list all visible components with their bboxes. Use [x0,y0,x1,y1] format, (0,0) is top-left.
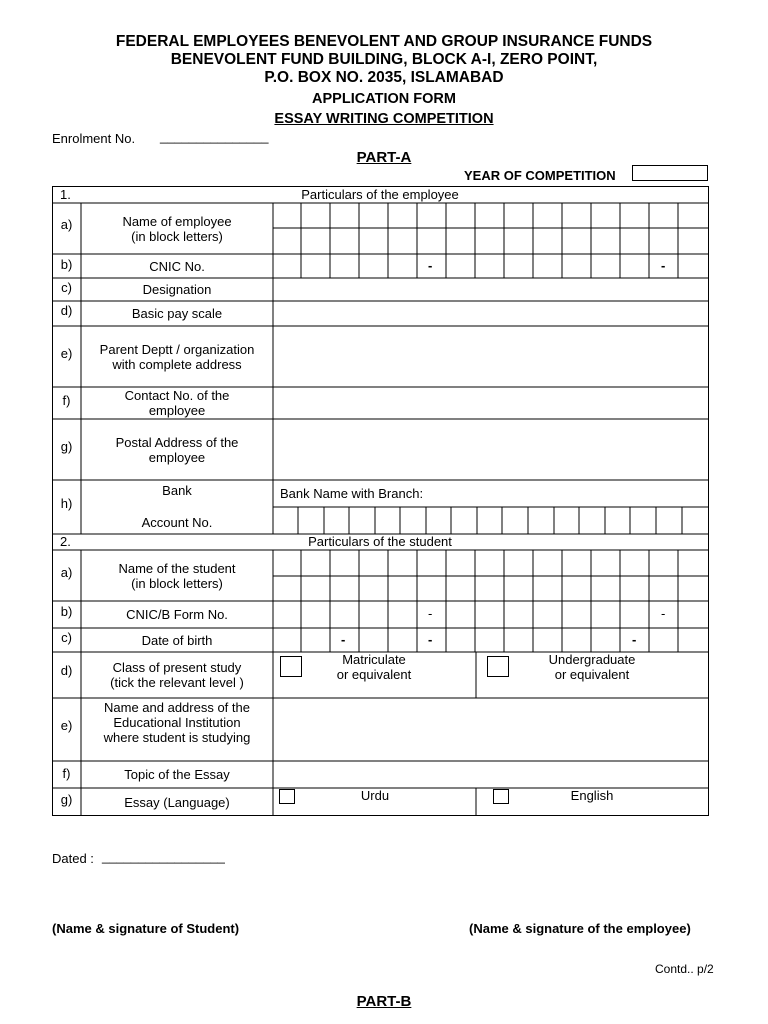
row-1f-letter: f) [62,393,71,408]
employee-signature-label: (Name & signature of the employee) [469,921,691,936]
dob-separator: - [632,632,637,647]
continued-note: Contd.. p/2 [655,962,714,976]
row-1g-letter: g) [60,438,73,454]
section1-title: Particulars of the employee [301,187,459,202]
student-name-label: Name of the student (in block letters) [118,560,236,591]
parent-dept-label: Parent Deptt / organization with complete address [99,341,255,372]
org-address-line2: P.O. BOX NO. 2035, ISLAMABAD [264,69,504,86]
essay-language-label: Essay (Language) [124,794,230,810]
matriculate-checkbox[interactable] [280,656,302,677]
undergraduate-checkbox[interactable] [487,656,509,677]
section2-title: Particulars of the student [308,534,452,549]
row-1h-letter: h) [60,495,73,511]
row-2a-letter: a) [60,565,73,580]
row-1b-letter: b) [60,256,73,272]
enrolment-field[interactable]: _______________ [160,129,269,144]
form-title: APPLICATION FORM [312,91,456,107]
bank-branch-label: Bank Name with Branch: [280,486,424,501]
bank-label: Bank [162,483,192,498]
row-2b-letter: b) [60,603,73,619]
urdu-checkbox[interactable] [279,789,295,804]
dated-label: Dated : [52,851,94,866]
cnic-separator: - [661,258,666,273]
undergraduate-label: Undergraduate or equivalent [548,652,636,682]
org-address-line1: BENEVOLENT FUND BUILDING, BLOCK A-I, ZERO POINT, [170,51,598,68]
competition-title: ESSAY WRITING COMPETITION [274,111,494,127]
employee-cnic-label: CNIC No. [149,259,205,274]
urdu-label: Urdu [360,788,390,803]
date-of-birth-label: Date of birth [141,632,213,648]
section2-number: 2. [60,534,71,549]
postal-address-label: Postal Address of the employee [115,434,239,465]
org-name: FEDERAL EMPLOYEES BENEVOLENT AND GROUP INSURANCE FUNDS [115,33,653,50]
row-2e-letter: e) [60,718,73,733]
institution-label: Name and address of the Educational Institution where student is studying [103,700,251,745]
row-2d-letter: d) [60,663,73,678]
english-label: English [570,788,614,803]
cnic-separator: - [428,606,433,621]
basic-pay-scale-label: Basic pay scale [131,306,223,321]
contact-no-label: Contact No. of the employee [124,388,230,418]
row-1a-letter: a) [60,217,73,232]
matriculate-label: Matriculate or equivalent [336,652,412,682]
account-no-label: Account No. [141,515,213,530]
class-of-study-label: Class of present study (tick the relevant level ) [110,660,244,690]
designation-label: Designation [142,282,212,297]
row-1d-letter: d) [60,302,73,318]
section1-number: 1. [60,187,71,202]
cnic-separator: - [428,258,433,273]
row-1c-letter: c) [61,279,72,295]
year-of-competition-label: YEAR OF COMPETITION [464,168,616,183]
student-signature-label: (Name & signature of Student) [52,921,240,936]
row-2f-letter: f) [62,765,71,781]
row-2g-letter: g) [60,791,73,807]
enrolment-label: Enrolment No. [52,131,136,146]
dated-field[interactable]: _________________ [102,849,225,864]
employee-name-label: Name of employee (in block letters) [122,213,232,244]
english-checkbox[interactable] [493,789,509,804]
dob-separator: - [428,632,433,647]
essay-topic-label: Topic of the Essay [124,767,230,782]
cnic-separator: - [661,606,666,621]
part-b-heading: PART-B [356,993,412,1010]
row-2c-letter: c) [61,629,72,645]
dob-separator: - [341,632,346,647]
part-a-heading: PART-A [356,149,412,166]
student-cnic-label: CNIC/B Form No. [126,607,228,622]
row-1e-letter: e) [60,346,73,361]
